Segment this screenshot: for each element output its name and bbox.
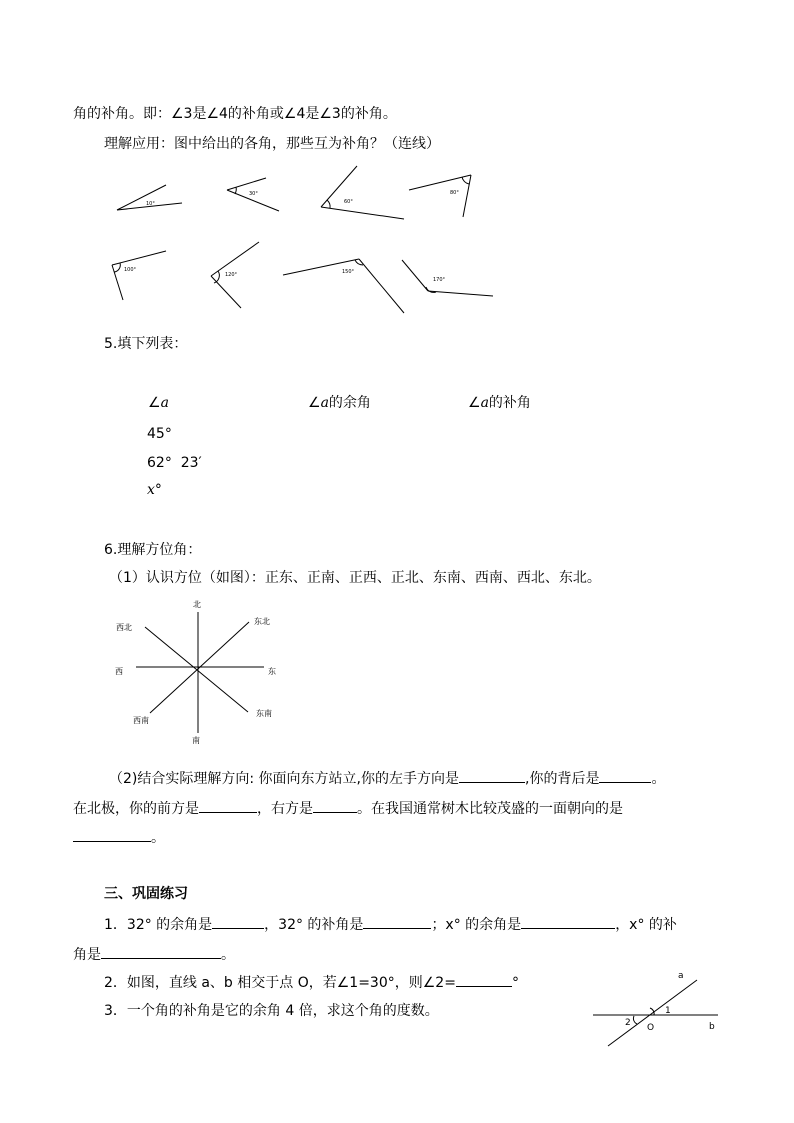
table-row: 62° 23′ [147, 455, 202, 471]
table-row: x° [147, 482, 162, 498]
angle-label: 120° [225, 272, 238, 278]
label-south: 南 [192, 736, 200, 745]
angle-label: 10° [146, 201, 155, 207]
point-o-label: O [647, 1023, 655, 1033]
line-b-label: b [709, 1022, 715, 1032]
table-header-supplement: ∠a的补角 [468, 395, 531, 411]
angle-1-label: 1 [665, 1006, 671, 1016]
direction-para2: （2)结合实际理解方向: 你面向东方站立,你的左手方向是 ,你的背后是 。 [109, 767, 665, 789]
angle-label: 150° [342, 269, 355, 275]
label-southeast: 东南 [256, 709, 272, 718]
angle-label: 100° [124, 267, 137, 273]
direction-title: 6.理解方位角： [104, 542, 202, 558]
label-northwest: 西北 [116, 623, 132, 632]
table-header-complement: ∠a的余角 [308, 395, 371, 411]
table-header-angle: ∠a [148, 395, 169, 411]
intro-line: 角的补角。即：∠3是∠4的补角或∠4是∠3的补角。 [73, 106, 397, 122]
label-west: 西 [115, 667, 123, 676]
line-a-label: a [678, 971, 684, 981]
label-southwest: 西南 [133, 716, 149, 725]
direction-para4: 。 [73, 826, 165, 848]
table-row: 45° [147, 426, 172, 442]
question-1-cont: 角是 。 [73, 943, 235, 965]
question-2: 2．如图，直线 a、b 相交于点 O，若∠1=30°，则∠2= ° [104, 971, 519, 993]
label-east: 东 [268, 667, 276, 676]
label-northeast: 东北 [254, 617, 270, 626]
label-north: 北 [193, 600, 201, 609]
question-3: 3．一个角的补角是它的余角 4 倍，求这个角的度数。 [104, 1003, 439, 1019]
question-1: 1．32° 的余角是 ，32° 的补角是 ；x° 的余角是 ，x° 的补 [104, 913, 677, 935]
table-title: 5.填下列表： [104, 336, 188, 352]
intro-prompt: 理解应用：图中给出的各角，那些互为补角？（连线） [104, 136, 440, 152]
direction-para1: （1）认识方位（如图）：正东、正南、正西、正北、东南、西南、西北、东北。 [109, 570, 601, 586]
angle-label: 60° [344, 199, 353, 205]
angle-label: 80° [450, 190, 459, 196]
angle-label: 170° [433, 277, 446, 283]
direction-para3: 在北极，你的前方是 ，右方是 。在我国通常树木比较茂盛的一面朝向的是 [73, 797, 623, 819]
section-title: 三、巩固练习 [104, 886, 188, 902]
angle-2-label: 2 [625, 1018, 631, 1028]
angle-label: 30° [249, 191, 258, 197]
